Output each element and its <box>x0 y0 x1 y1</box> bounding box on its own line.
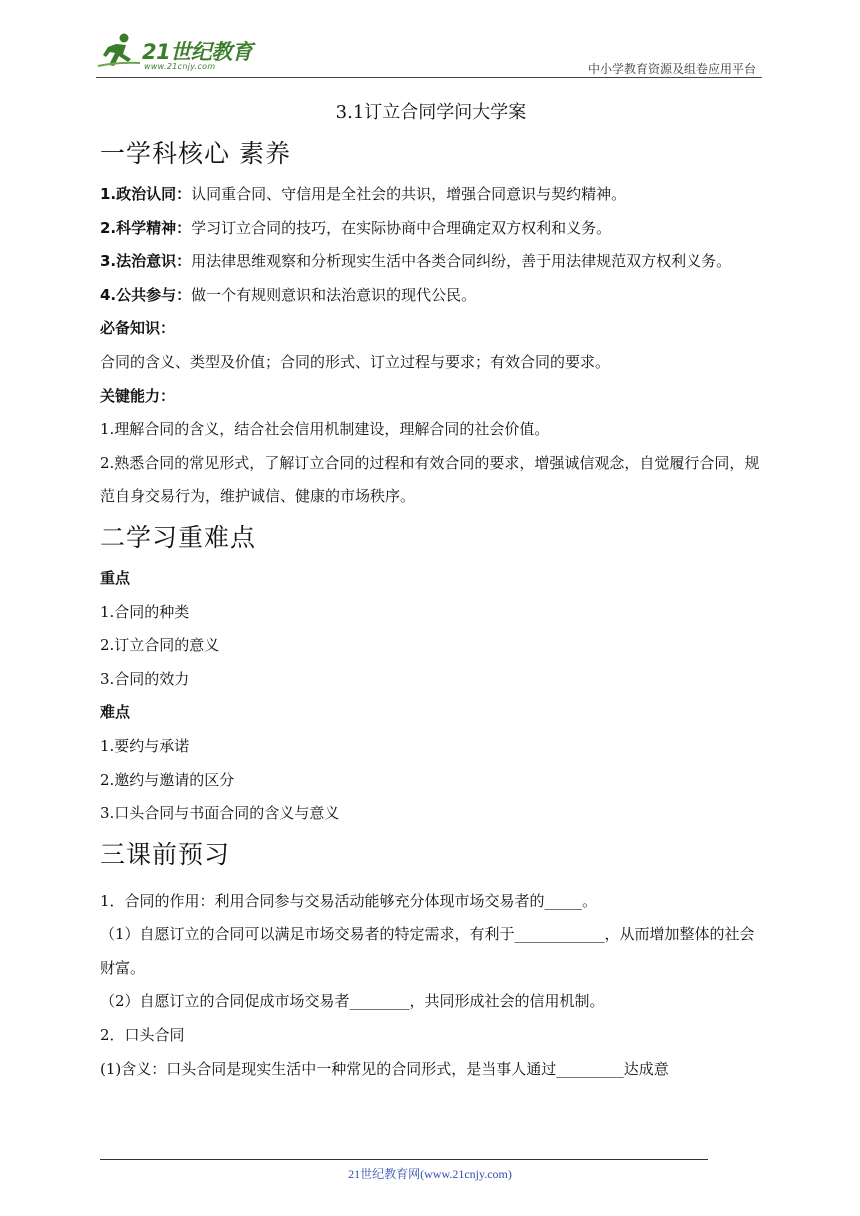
competency-label: 3.法治意识： <box>100 252 192 271</box>
competency-item <box>100 178 762 212</box>
preview-question: 2．口头合同 <box>100 1026 185 1045</box>
competency-item <box>100 279 762 313</box>
preview-question: （2）自愿订立的合同促成市场交易者________，共同形成社会的信用机制。 <box>100 992 605 1011</box>
section-heading-preview: 三课前预习 <box>100 839 231 869</box>
knowledge-label: 必备知识： <box>100 319 176 338</box>
logo-text: 21世纪教育 <box>142 40 253 64</box>
key-point-item: 3.合同的效力 <box>100 669 190 688</box>
difficult-point-item: 1.要约与承诺 <box>100 736 190 755</box>
preview-question: （1）自愿订立的合同可以满足市场交易者的特定需求，有利于____________，从而增加整体的社会财富。 <box>100 925 755 977</box>
preview-question: 1．合同的作用：利用合同参与交易活动能够充分体现市场交易者的_____。 <box>100 891 598 910</box>
competency-label: 1.政治认同： <box>100 185 192 203</box>
platform-name: 中小学教育资源及组卷应用平台 <box>587 62 756 76</box>
runner-logo-icon <box>96 32 142 72</box>
competency-text: 学习订立合同的技巧，在实际协商中合理确定双方权利和义务。 <box>191 218 612 237</box>
page-header <box>96 28 762 78</box>
logo-url: www.21cnjy.com <box>144 62 216 71</box>
ability-label: 关键能力： <box>100 386 176 405</box>
key-point-item: 2.订立合同的意义 <box>100 636 220 655</box>
key-point-item: 1.合同的种类 <box>100 602 190 621</box>
competency-label: 2.科学精神： <box>100 218 192 237</box>
difficult-points-label: 难点 <box>100 703 131 722</box>
competency-text: 做一个有规则意识和法治意识的现代公民。 <box>191 285 477 304</box>
competency-text: 用法律思维观察和分析现实生活中各类合同纠纷，善于用法律规范双方权利义务。 <box>191 252 732 271</box>
ability-item: 1.理解合同的含义，结合社会信用机制建设，理解合同的社会价值。 <box>100 420 550 439</box>
logo <box>96 28 266 78</box>
competency-text: 认同重合同、守信用是全社会的共识，增强合同意识与契约精神。 <box>191 185 627 203</box>
preview-question: (1)含义：口头合同是现实生活中一种常见的合同形式，是当事人通过_________达成意 <box>100 1059 669 1078</box>
document-body <box>100 96 762 1086</box>
competency-item <box>100 212 762 246</box>
key-points-label: 重点 <box>100 568 131 587</box>
ability-item: 2.熟悉合同的常见形式，了解订立合同的过程和有效合同的要求，增强诚信观念，自觉履行合同，规范自身交易行为，维护诚信、健康的市场秩序。 <box>100 453 760 506</box>
section-heading-competencies: 一学科核心 素养 <box>100 139 291 168</box>
footer-divider <box>100 1159 708 1160</box>
competency-label: 4.公共参与： <box>100 285 192 304</box>
knowledge-text: 合同的含义、类型及价值；合同的形式、订立过程与要求；有效合同的要求。 <box>100 352 611 371</box>
difficult-point-item: 2.邀约与邀请的区分 <box>100 770 235 789</box>
section-heading-key-points: 二学习重难点 <box>100 522 257 552</box>
difficult-point-item: 3.口头合同与书面合同的含义与意义 <box>100 804 340 823</box>
header-divider <box>96 77 762 78</box>
competency-item <box>100 245 762 279</box>
page-footer: 21世纪教育网(www.21cnjy.com) <box>348 1167 512 1181</box>
document-title: 3.1订立合同学问大学案 <box>335 102 527 123</box>
